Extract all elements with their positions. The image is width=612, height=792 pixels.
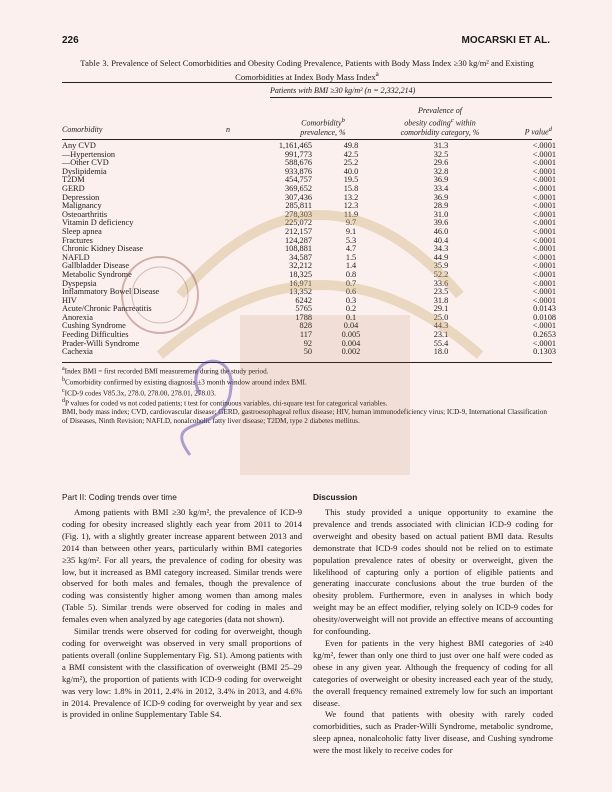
comorbidity-cell: Fractures [62,235,93,245]
table-caption [62,58,552,82]
prevalence-cell: 0.6 [345,287,357,297]
comorbidity-cell: NAFLD [62,252,90,262]
comorbidity-cell: —Hypertension [62,149,115,159]
p-value-cell: <.0001 [532,269,556,279]
comorbidity-cell: Dyspepsia [62,278,97,288]
n-cell: 369,652 [285,183,312,193]
comorbidity-cell: Gallbladder Disease [62,261,130,271]
footnote-marker: d [62,398,65,405]
n-cell: 124,287 [285,235,312,245]
n-cell: 933,876 [285,166,312,176]
p-value-cell: <.0001 [532,321,556,331]
left-column [62,507,302,721]
coding-prevalence-cell: 23.5 [433,287,449,297]
comorbidity-table [62,142,556,357]
running-header: MOCARSKI ET AL. [461,35,550,46]
p-value-cell: <.0001 [532,218,556,228]
comorbidity-cell: Acute/Chronic Pancreatitis [62,304,152,314]
n-cell: 285,811 [285,201,312,211]
coding-prevalence-cell: 40.4 [433,235,449,245]
p-value-cell: <.0001 [532,244,556,254]
prevalence-cell: 9.1 [345,226,357,236]
n-cell: 108,881 [285,244,312,254]
header-bottom-rule [62,139,552,140]
p-value-cell: <.0001 [532,278,556,288]
n-cell: 34,587 [289,252,312,262]
coding-prevalence-cell: 31.0 [433,209,449,219]
p-value-cell: <.0001 [532,175,556,185]
coding-prevalence-cell: 34.3 [433,244,449,254]
comorbidity-cell: Metabolic Syndrome [62,269,132,279]
prevalence-cell: 1.4 [345,261,357,271]
col-header-n: n [226,125,230,134]
p-value-cell: <.0001 [532,261,556,271]
comorbidity-cell: Anorexia [62,312,93,322]
col-header-p-label: P value [524,127,549,137]
footnote [62,365,552,376]
table-bottom-rule [62,362,552,363]
col-header-prevalence-l2: prevalence, % [300,128,346,138]
coding-prevalence-cell: 31.8 [433,295,449,305]
col-header-comorbidity: Comorbidity [62,125,103,134]
comorbidity-cell: Malignancy [62,201,102,211]
p-value-cell: <.0001 [532,235,556,245]
p-value-cell: <.0001 [532,252,556,262]
prevalence-cell: 19.5 [343,175,359,185]
prevalence-cell: 1.5 [345,252,357,262]
n-cell: 18,325 [289,269,312,279]
group-header: Patients with BMI ≥30 kg/m² (n = 2,332,214) [270,86,416,95]
p-value-cell: 0.0108 [533,312,556,322]
footnote [62,376,552,387]
n-cell: 212,157 [285,226,312,236]
n-cell: 278,303 [285,209,312,219]
comorbidity-cell: GERD [62,183,85,193]
p-value-cell: <.0001 [532,141,556,150]
coding-prevalence-cell: 52.2 [433,269,449,279]
p-value-cell: 0.1303 [533,347,556,357]
paragraph: This study provided a unique opportunity to examine the prevalence and trends associated with clinician ICD-9 coding for overweight and obesity based on actual patient BMI data. Results demonstrate that ICD-9 codes should not be relied on to estimate population prevalence rates of obesity or overweight, given the likelihood of capturing only a portion of eligible patients and generating inaccurate conclusions about the true burden of the obesity problem. Furthermore, even in analyses in which body weight may be an effect modifier, relying solely on ICD-9 codes for obesity/overweight will not provide an effective means of accounting for confounding. [313,507,553,637]
n-cell: 1788 [295,312,312,322]
coding-prevalence-cell: 55.4 [433,338,449,348]
n-cell: 117 [299,330,312,340]
coding-prevalence-cell: 33.6 [433,278,449,288]
p-value-cell: <.0001 [532,338,556,348]
col-header-coding-l2b: within [453,118,476,128]
page-number: 226 [62,35,79,46]
coding-prevalence-cell: 44.3 [433,321,449,331]
p-value-cell: 0.0143 [533,304,556,314]
comorbidity-cell: HIV [62,295,77,305]
prevalence-cell: 0.7 [345,278,357,288]
group-rule [270,97,552,98]
p-value-cell: <.0001 [532,158,556,168]
comorbidity-cell: Osteoarthritis [62,209,108,219]
prevalence-cell: 9.7 [345,218,357,228]
comorbidity-cell: Any CVD [62,141,96,150]
n-cell: 588,676 [285,158,312,168]
footnote-text: BMI, body mass index; CVD, cardiovascular disease; GERD, gastroesophageal reflux disease; HIV, human immunodeficiency virus; ICD-9, International Classification of Diseases, Ninth Revision; NAFLD, nonalcoholic fatty liver disease; T2DM, type 2 diabetes mellitus. [62,408,547,425]
comorbidity-cell: Vitamin D deficiency [62,218,134,228]
coding-prevalence-cell: 46.0 [433,226,449,236]
comorbidity-cell: —Other CVD [62,158,109,168]
coding-prevalence-cell: 32.8 [433,166,449,176]
p-value-cell: <.0001 [532,183,556,193]
footnote-text: P values for coded vs not coded patients; t test for continuous variables, chi-square test for categorical variables. [65,399,388,408]
coding-prevalence-cell: 39.6 [433,218,449,228]
prevalence-cell: 25.2 [343,158,359,168]
coding-prevalence-cell: 23.1 [433,330,449,340]
col-header-prevalence-l1: Comorbidity [301,118,342,128]
comorbidity-cell: Chronic Kidney Disease [62,244,144,254]
prevalence-cell: 15.8 [343,183,359,193]
col-header-prevalence [278,116,368,138]
n-cell: 32,212 [289,261,312,271]
comorbidity-cell: T2DM [62,175,85,185]
prevalence-cell: 12.3 [343,201,359,211]
prevalence-cell: 0.002 [341,347,361,357]
p-value-cell: <.0001 [532,209,556,219]
discussion-heading: Discussion [313,492,358,502]
coding-prevalence-cell: 36.9 [433,175,449,185]
n-cell: 6242 [295,295,312,305]
prevalence-cell: 0.04 [343,321,359,331]
footnote [62,408,552,425]
prevalence-cell: 49.8 [343,141,359,150]
p-value-cell: <.0001 [532,166,556,176]
footnote-text: Index BMI = first recorded BMI measurement during the study period. [64,367,269,376]
comorbidity-cell: Dyslipidemia [62,166,107,176]
paragraph: We found that patients with obesity with rarely coded comorbidities, such as Prader-Willi Syndrome, metabolic syndrome, sleep apnea, nonalcoholic fatty liver disease, and Cushing syndrome were the most likely to receive codes for [313,709,553,756]
prevalence-cell: 42.5 [343,149,359,159]
col-header-coding-l3: comorbidity category, % [400,127,480,137]
n-cell: 16,971 [289,278,312,288]
prevalence-cell: 0.004 [341,338,361,348]
p-value-cell: 0.2653 [533,330,556,340]
footnote-marker: c [62,387,65,394]
footnote-marker: a [62,366,65,372]
right-column [313,507,553,757]
comorbidity-cell: Prader-Willi Syndrome [62,338,140,348]
n-cell: 92 [303,338,312,348]
comorbidity-cell: Inflammatory Bowel Disease [62,287,160,297]
comorbidity-cell: Sleep apnea [62,226,102,236]
n-cell: 5765 [295,304,312,314]
prevalence-cell: 0.3 [345,295,357,305]
table-row [62,348,556,357]
comorbidity-cell: Cushing Syndrome [62,321,126,331]
coding-prevalence-cell: 25.0 [433,312,449,322]
coding-prevalence-cell: 18.0 [433,347,449,357]
comorbidity-cell: Depression [62,192,100,202]
paragraph: Even for patients in the very highest BMI categories of ≥40 kg/m², fewer than only one third to just over one half were coded as obese in any given year. Although the frequency of coding for all categories of overweight or obesity increased each year of the study, the overall frequency remained extremely low for such an important disease. [313,637,553,708]
col-header-p-sup: d [548,126,552,133]
footnote [62,387,552,398]
col-header-coding-l1: Prevalence of [418,106,462,115]
n-cell: 50 [303,347,312,357]
prevalence-cell: 40.0 [343,166,359,176]
coding-prevalence-cell: 35.9 [433,261,449,271]
n-cell: 307,436 [285,192,312,202]
n-cell: 991,773 [285,149,312,159]
footnote-marker: b [62,376,65,383]
n-cell: 828 [299,321,312,331]
n-cell: 225,072 [285,218,312,228]
n-cell: 454,757 [285,175,312,185]
p-value-cell: <.0001 [532,192,556,202]
table-title-sup: a [375,69,379,78]
paragraph: Among patients with BMI ≥30 kg/m², the prevalence of ICD-9 coding for obesity increased slightly each year from 2011 to 2014 (Fig. 1), with a slightly greater increase apparent between 2013 and 2014 than between other years, particularly within BMI categories ≥35 kg/m². For all years, the prevalence of coding for obesity was low, but it increased as BMI category increased. Similar trends were observed for both males and females, though the prevalence of coding was consistently higher among women than among males (Table 5). Similar trends were observed for coding in males and females even when analyzed by age categories (data not shown). [62,507,302,625]
prevalence-cell: 0.1 [345,312,357,322]
comorbidity-cell: Feeding Difficulties [62,330,129,340]
p-value-cell: <.0001 [532,287,556,297]
paragraph: Similar trends were observed for coding for overweight, though coding for overweight was observed in very small proportions of patients overall (online Supplementary Fig. S1). Among patients with a BMI consistent with the classification of overweight (BMI 25–29 kg/m²), the proportion of patients with ICD-9 coding for overweight was very low: 1.8% in 2011, 2.4% in 2012, 3.4% in 2013, and 4.6% in 2014. Prevalence of ICD-9 coding for overweight by year and sex is provided in online Supplementary Table S4. [62,626,302,720]
table-label: Table 3. [80,58,110,68]
table-title: Prevalence of Select Comorbidities and Obesity Coding Prevalence, Patients with Body Mass Index ≥30 kg/m² and Existing Comorbidities at Index Body Mass Index [111,58,534,82]
n-cell: 13,352 [289,287,312,297]
coding-prevalence-cell: 32.5 [433,149,449,159]
prevalence-cell: 0.2 [345,304,357,314]
prevalence-cell: 11.9 [343,209,359,219]
p-value-cell: <.0001 [532,201,556,211]
footnote [62,397,552,408]
n-cell: 1,161,465 [278,141,312,150]
coding-prevalence-cell: 29.1 [433,304,449,314]
coding-prevalence-cell: 31.3 [433,141,449,150]
col-header-coding [380,106,500,137]
footnote-text: ICD-9 codes V85.3x, 278.0, 278.00, 278.01, 278.03. [64,388,216,397]
prevalence-cell: 13.2 [343,192,359,202]
p-value-cell: <.0001 [532,295,556,305]
coding-prevalence-cell: 33.4 [433,183,449,193]
comorbidity-cell: Cachexia [62,347,93,357]
footnote-text: Comorbidity confirmed by existing diagnosis ±3 month window around index BMI. [65,378,307,387]
prevalence-cell: 4.7 [345,244,357,254]
coding-prevalence-cell: 36.9 [433,192,449,202]
left-section-heading: Part II: Coding trends over time [62,492,177,502]
coding-prevalence-cell: 44.9 [433,252,449,262]
col-header-prevalence-sup: b [341,117,345,124]
col-header-coding-l2: obesity coding [404,118,451,128]
prevalence-cell: 0.8 [345,269,357,279]
col-header-coding-sup: c [450,116,454,124]
coding-prevalence-cell: 28.9 [433,201,449,211]
col-header-p [510,125,552,137]
table-top-rule [62,82,552,83]
p-value-cell: <.0001 [532,149,556,159]
coding-prevalence-cell: 29.6 [433,158,449,168]
prevalence-cell: 5.3 [345,235,357,245]
p-value-cell: <.0001 [532,226,556,236]
prevalence-cell: 0.005 [341,330,361,340]
footnotes [62,365,552,425]
